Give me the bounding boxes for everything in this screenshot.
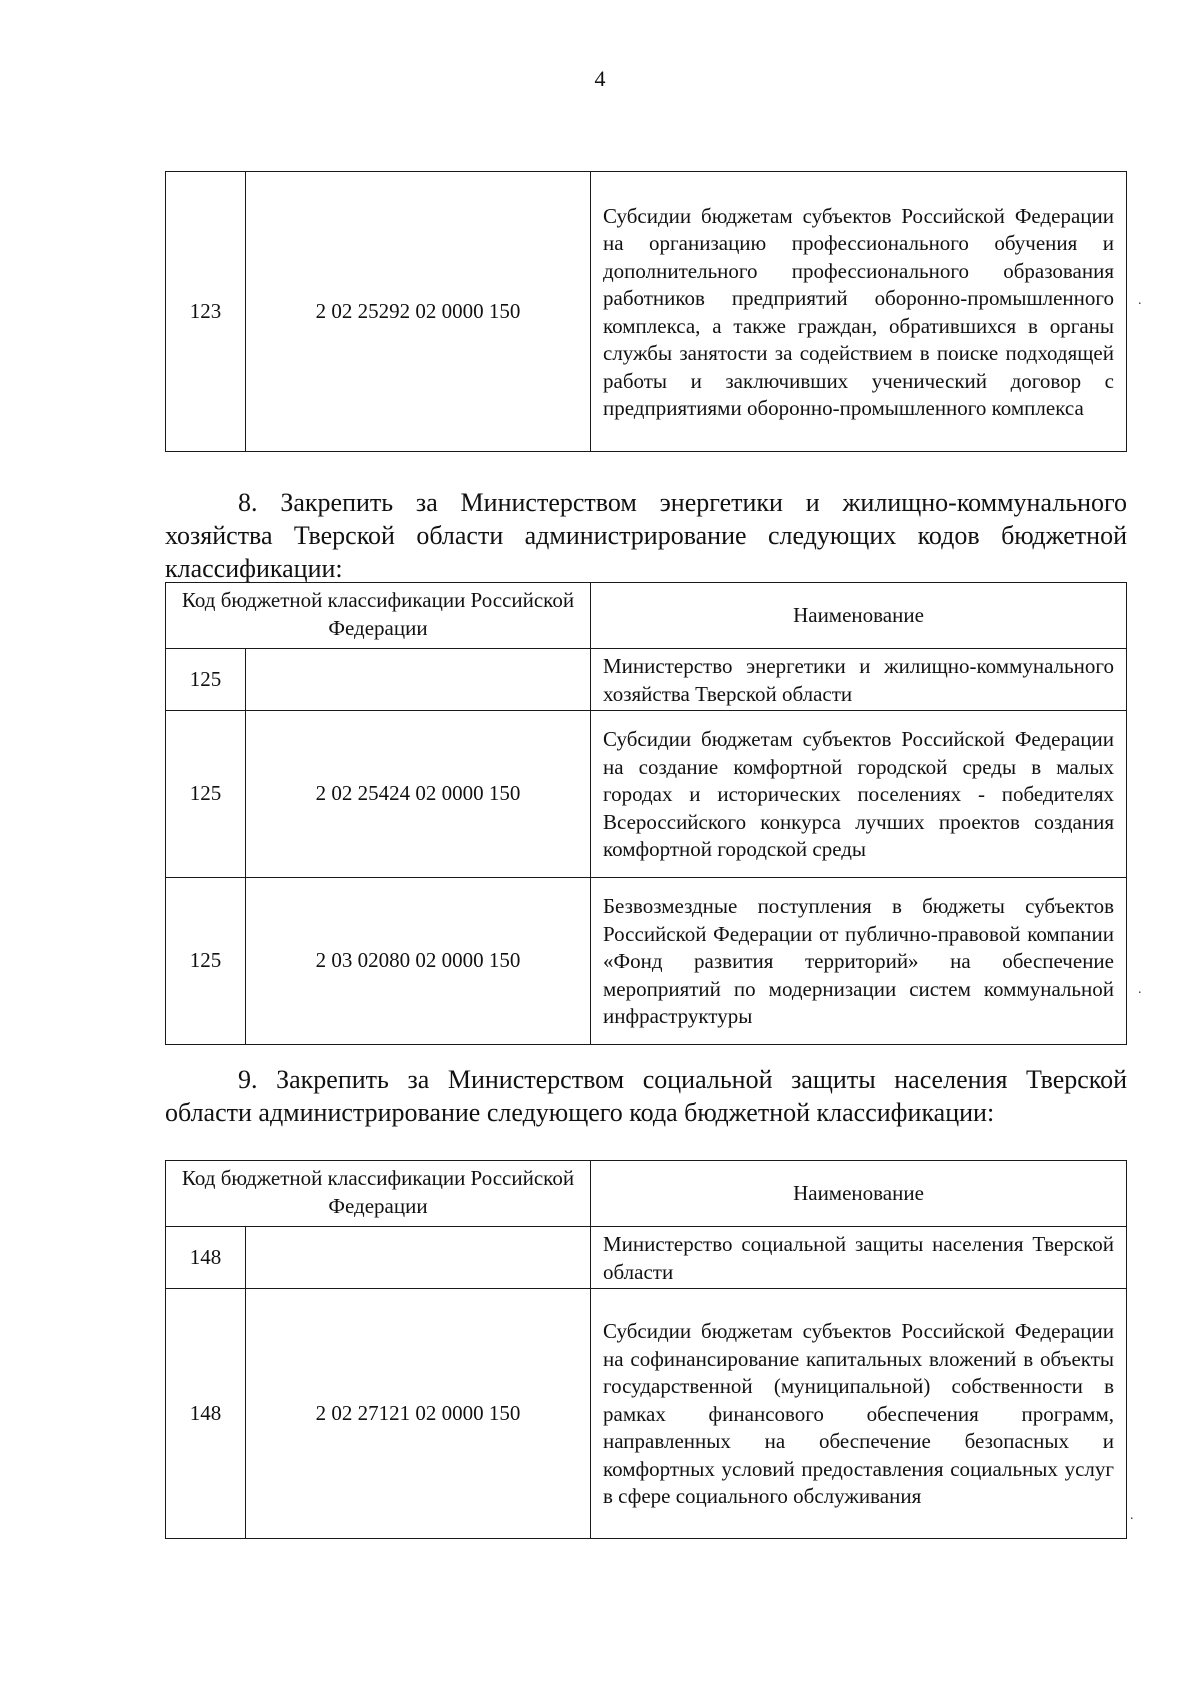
table-row xyxy=(166,1227,1127,1289)
section-8-text: Закрепить за Министерством энергетики и жилищно-коммунального хозяйства Тверской области администрирование следующих кодов бюджетной классификации: xyxy=(165,488,1127,583)
section-9-text: Закрепить за Министерством социальной защиты населения Тверской области администрирование следующего кода бюджетной классификации: xyxy=(165,1065,1128,1127)
budget-code-cell xyxy=(246,1227,591,1289)
name-cell: Безвозмездные поступления в бюджеты субъектов Российской Федерации от публично-правовой компании «Фонд развития территорий» на обеспечение мероприятий по модернизации систем коммунальной инфраструктуры xyxy=(591,878,1127,1045)
section-8-number: 8. xyxy=(238,488,258,517)
name-cell: Субсидии бюджетам субъектов Российской Федерации на организацию профессионального обучения и дополнительного профессионального образования работников предприятий оборонно-промышленного комплекса, а также граждан, обратившихся в органы службы занятости за содействием в поиске подходящей работы и заключивших ученический договор с предприятиями оборонно-промышленного комплекса xyxy=(591,172,1127,452)
table-row xyxy=(166,1289,1127,1539)
table-row xyxy=(166,711,1127,878)
table-header-row xyxy=(166,583,1127,649)
page-number: 4 xyxy=(594,66,606,91)
kbk-table-section-9 xyxy=(165,1160,1127,1539)
header-code-cell: Код бюджетной классификации Российской Федерации xyxy=(166,583,591,649)
budget-code-cell: 2 02 25292 02 0000 150 xyxy=(246,172,591,452)
table-row xyxy=(166,172,1127,452)
table-header-row xyxy=(166,1161,1127,1227)
admin-code-cell: 148 xyxy=(166,1289,246,1539)
admin-code-cell: 123 xyxy=(166,172,246,452)
header-code-cell: Код бюджетной классификации Российской Федерации xyxy=(166,1161,591,1227)
name-cell: Министерство энергетики и жилищно-коммунального хозяйства Тверской области xyxy=(591,649,1127,711)
section-9-paragraph xyxy=(165,1063,1127,1129)
admin-code-cell: 125 xyxy=(166,711,246,878)
table-row xyxy=(166,878,1127,1045)
admin-code-cell: 125 xyxy=(166,878,246,1045)
kbk-table-section-8 xyxy=(165,582,1127,1045)
budget-code-cell: 2 02 27121 02 0000 150 xyxy=(246,1289,591,1539)
section-9-number: 9. xyxy=(238,1065,258,1094)
budget-code-cell xyxy=(246,649,591,711)
header-name-cell: Наименование xyxy=(591,1161,1127,1227)
budget-code-cell: 2 02 25424 02 0000 150 xyxy=(246,711,591,878)
kbk-table-top xyxy=(165,171,1127,452)
header-name-cell: Наименование xyxy=(591,583,1127,649)
admin-code-cell: 148 xyxy=(166,1227,246,1289)
section-8-paragraph xyxy=(165,486,1127,585)
name-cell: Субсидии бюджетам субъектов Российской Федерации на создание комфортной городской среды в малых городах и исторических поселениях - победителях Всероссийского конкурса лучших проектов создания комфортной городской среды xyxy=(591,711,1127,878)
name-cell: Министерство социальной защиты населения Тверской области xyxy=(591,1227,1127,1289)
admin-code-cell: 125 xyxy=(166,649,246,711)
name-cell: Субсидии бюджетам субъектов Российской Федерации на софинансирование капитальных вложений в объекты государственной (муниципальной) собственности в рамках финансового обеспечения программ, направленных на обеспечение безопасных и комфортных условий предоставления социальных услуг в сфере социального обслуживания xyxy=(591,1289,1127,1539)
budget-code-cell: 2 03 02080 02 0000 150 xyxy=(246,878,591,1045)
table-row xyxy=(166,649,1127,711)
